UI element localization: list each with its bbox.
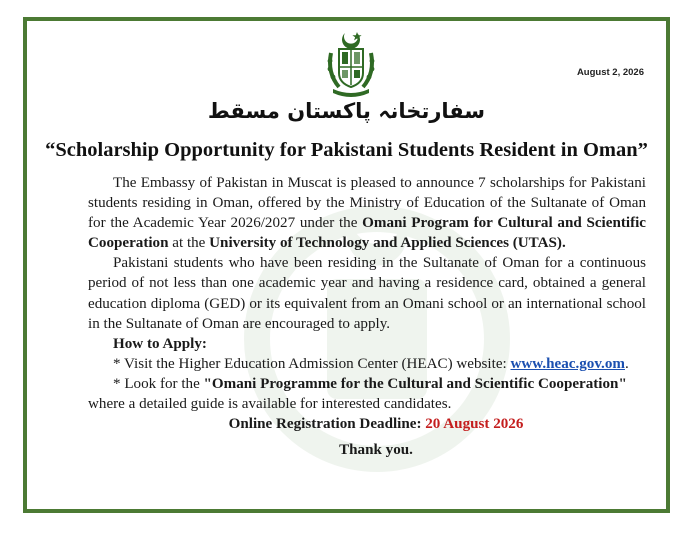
letter-frame [23,17,670,513]
how-to-apply-heading: How to Apply: [113,335,207,352]
paragraph-text: The Embassy of Pakistan in Muscat is pleased to announce 7 scholarships for Pakistani students residing in Oman, offered by the Ministry of Education of the Sultanate of Oman for the Academic Year 2026/2027 under the [88,175,646,232]
letter-body [88,173,646,460]
apply-step-2-continuation: where a detailed guide is available for interested candidates. [88,396,452,413]
deadline-label: Online Registration Deadline: [228,416,426,433]
letter-date: August 2, 2026 [576,67,644,78]
paragraph-text: at the [168,235,210,252]
paragraph-announcement [88,173,646,253]
paragraph-eligibility: Pakistani students who have been residing in the Sultanate of Oman for a continuous period of not less than one academic year and having a residence card, obtained a general education diploma (GED) or its equivalent from an Omani school or an international school in the Sultanate of Oman are encouraged to apply. [88,255,646,332]
registration-deadline [88,414,646,434]
embassy-name-urdu: سفارتخانہ پاکستان مسقط [207,99,486,123]
page-title: “Scholarship Opportunity for Pakistani Students Resident in Oman” [45,139,648,161]
apply-step-1 [88,354,646,374]
program-name: Omani Program for Cultural and Scientific Cooperation [88,215,646,252]
deadline-date: 20 August 2026 [425,416,524,433]
step-text: * Visit the Higher Education Admission Center (HEAC) website: [113,355,511,372]
university-name: University of Technology and Applied Sciences (UTAS). [209,235,566,252]
pakistan-state-emblem-icon [323,29,379,99]
closing-thanks: Thank you. [339,442,413,459]
step-text: * Look for the [113,375,204,392]
programme-name: "Omani Programme for the Cultural and Scientific Cooperation" [203,375,627,392]
apply-step-2 [88,374,646,394]
heac-website-link[interactable]: www.heac.gov.om [510,355,625,372]
step-text: . [624,355,629,372]
